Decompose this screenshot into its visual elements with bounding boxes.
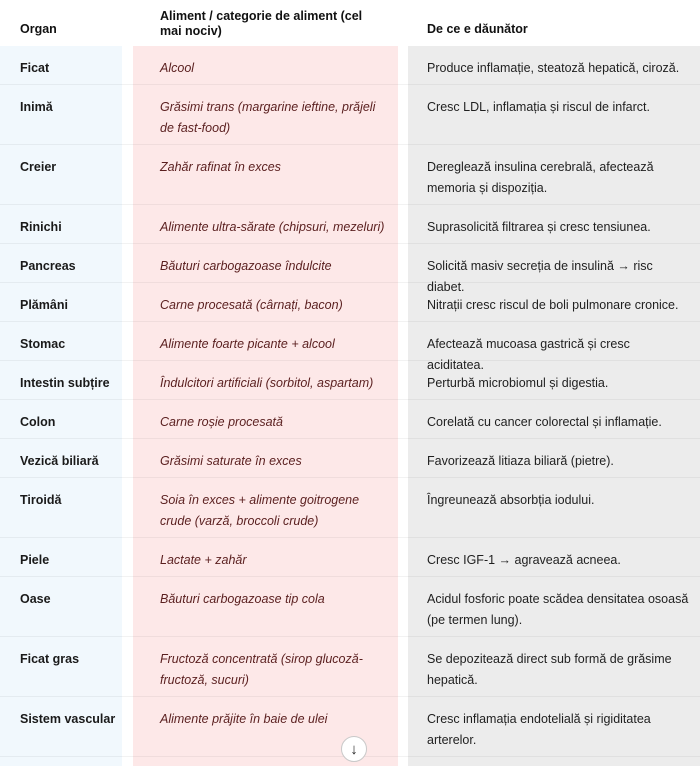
food-cell: Lactate + zahăr	[160, 553, 247, 567]
table-row	[0, 46, 700, 85]
food-cell: Carne roșie procesată	[160, 415, 283, 429]
organ-cell: Inimă	[20, 100, 53, 114]
table-row	[0, 145, 700, 205]
harm-cell: Perturbă microbiomul și digestia.	[427, 376, 609, 390]
header-food: Aliment / categorie de aliment (cel mai nociv)	[160, 9, 363, 38]
table-row	[0, 283, 700, 322]
harm-cell: Îngreunează absorbția iodului.	[427, 493, 595, 507]
harm-cell: Se depozitează direct sub formă de grăsime hepatică.	[427, 652, 672, 687]
food-cell: Alimente foarte picante + alcool	[160, 337, 335, 351]
food-cell: Alimente prăjite în baie de ulei	[160, 712, 328, 726]
table-row	[0, 538, 700, 577]
table-row	[0, 85, 700, 145]
organ-cell: Ficat	[20, 61, 50, 75]
organ-cell: Sistem vascular	[20, 712, 116, 726]
organ-cell: Plămâni	[20, 298, 68, 312]
organ-cell: Colon	[20, 415, 56, 429]
harm-cell: Acidul fosforic poate scădea densitatea osoasă (pe termen lung).	[427, 592, 689, 627]
header-why: De ce e dăunător	[427, 22, 528, 36]
organ-cell: Stomac	[20, 337, 66, 351]
harm-cell: Suprasolicită filtrarea și cresc tensiunea.	[427, 220, 651, 234]
header-organ: Organ	[20, 22, 57, 36]
scroll-down-button[interactable]	[341, 736, 367, 762]
harm-cell: Solicită masiv secreția de insulină → risc diabet.	[427, 259, 653, 294]
table-row	[0, 577, 700, 637]
food-cell: Grăsimi trans (margarine ieftine, prăjeli de fast-food)	[160, 100, 376, 135]
table-body	[0, 46, 700, 757]
food-cell: Băuturi carbogazoase tip cola	[160, 592, 325, 606]
food-cell: Zahăr rafinat în exces	[160, 160, 281, 174]
table-row	[0, 322, 700, 372]
table-row	[0, 244, 700, 294]
organ-cell: Rinichi	[20, 220, 62, 234]
organ-cell: Pancreas	[20, 259, 76, 273]
food-cell: Carne procesată (cârnați, bacon)	[160, 298, 343, 312]
organ-cell: Piele	[20, 553, 50, 567]
table-header	[0, 0, 700, 46]
table-row	[0, 478, 700, 538]
arrow-down-icon: ↓	[350, 740, 358, 758]
food-cell: Fructoză concentrată (sirop glucoză-fructoză, sucuri)	[160, 652, 363, 687]
food-cell: Băuturi carbogazoase îndulcite	[160, 259, 332, 273]
food-cell: Grăsimi saturate în exces	[160, 454, 302, 468]
table-row	[0, 400, 700, 439]
food-cell: Alimente ultra-sărate (chipsuri, mezeluri)	[160, 220, 385, 234]
harm-cell: Nitrații cresc riscul de boli pulmonare cronice.	[427, 298, 679, 312]
harm-cell: Dereglează insulina cerebrală, afectează memoria și dispoziția.	[427, 160, 654, 195]
organ-cell: Oase	[20, 592, 51, 606]
organ-cell: Tiroidă	[20, 493, 62, 507]
organ-cell: Ficat gras	[20, 652, 80, 666]
harm-cell: Cresc IGF-1 → agravează acneea.	[427, 553, 621, 567]
table-row	[0, 637, 700, 697]
table-row	[0, 361, 700, 400]
organ-cell: Creier	[20, 160, 57, 174]
organ-cell: Intestin subțire	[20, 376, 110, 390]
food-cell: Îndulcitori artificiali (sorbitol, aspartam)	[160, 376, 374, 390]
harm-cell: Cresc inflamația endotelială și rigiditatea arterelor.	[427, 712, 651, 747]
harm-cell: Produce inflamație, steatoză hepatică, ciroză.	[427, 61, 680, 75]
food-cell: Alcool	[160, 61, 195, 75]
harm-cell: Afectează mucoasa gastrică și cresc aciditatea.	[427, 337, 630, 372]
harm-cell: Cresc LDL, inflamația și riscul de infarct.	[427, 100, 650, 114]
table-row	[0, 205, 700, 244]
food-cell: Soia în exces + alimente goitrogene crude (varză, broccoli crude)	[160, 493, 360, 528]
organ-cell: Vezică biliară	[20, 454, 99, 468]
harm-cell: Favorizează litiaza biliară (pietre).	[427, 454, 614, 468]
table-row	[0, 439, 700, 478]
harm-cell: Corelată cu cancer colorectal și inflamație.	[427, 415, 662, 429]
